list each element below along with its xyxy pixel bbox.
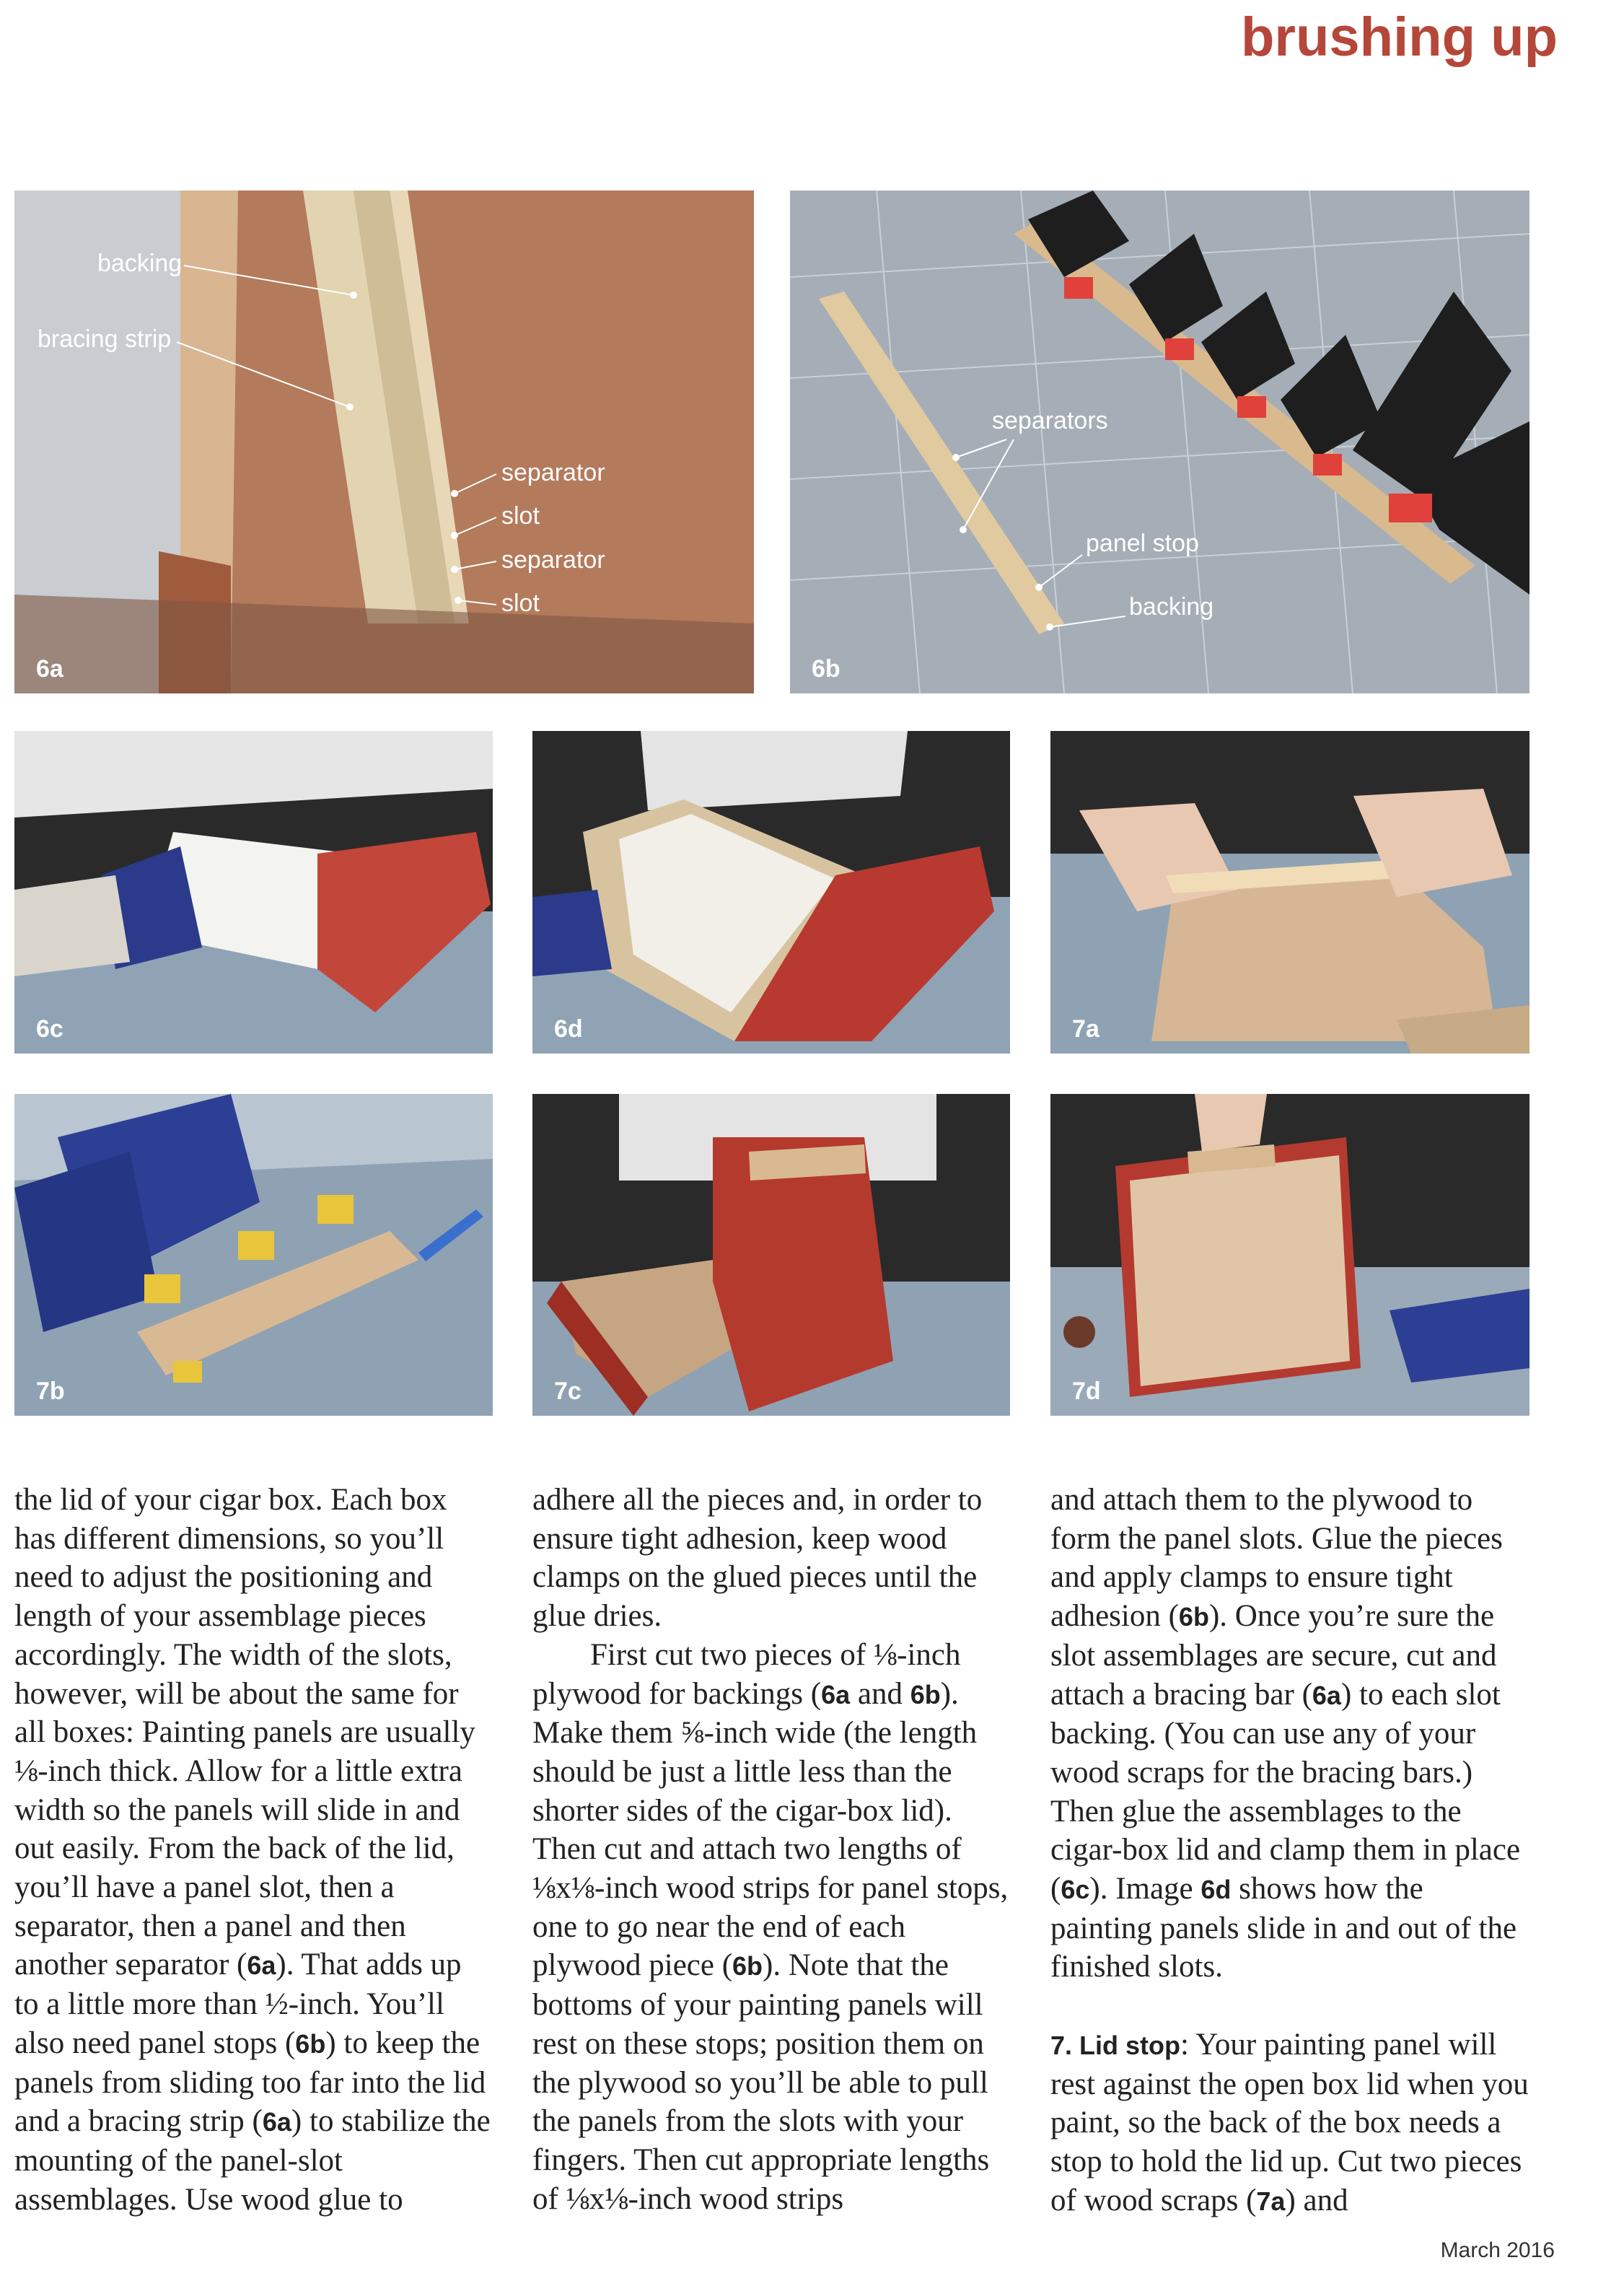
photo-6c — [14, 731, 493, 1054]
section-header: brushing up — [1240, 6, 1558, 68]
callout-backing: backing — [97, 250, 183, 277]
ref-6a: 6a — [821, 1679, 851, 1709]
col1-text-2: ). That adds up to a little more than ½-inch. You’ll also need panel stops ( — [14, 1948, 462, 2060]
photo-7a-image — [1050, 731, 1529, 1054]
ref-6b: 6b — [732, 1951, 763, 1981]
col3-text-1: and attach them to the plywood to form the panel slots. Glue the pieces and apply clamps to ensure tight adhesion ( — [1050, 1483, 1503, 1634]
col3-text-6: : Your painting panel will rest against the open box lid when you paint, so the back of the box needs a stop to hold the lid up. Cut two pieces of wood scraps ( — [1050, 2027, 1529, 2217]
callout-slot-2: slot — [501, 590, 540, 617]
callout-separator-2: separator — [501, 546, 605, 574]
column-2-paragraph-2 — [532, 1636, 1009, 2219]
photo-7c-image — [532, 1094, 1010, 1416]
callout-separators: separators — [992, 407, 1108, 434]
lid-stop-heading: 7. Lid stop — [1050, 2030, 1180, 2060]
col2-text-3: ). Make them ⅝-inch wide (the length should be just a little less than the shorter sides of the cigar-box lid). Then cut and attach two lengths of ⅛x⅛-inch wood strips for panel stops, one to go near the end of each plywood piece ( — [532, 1676, 1009, 1983]
photo-6a-leader-lines — [14, 190, 754, 693]
ref-6b: 6b — [1178, 1602, 1209, 1632]
ref-6a: 6a — [262, 2107, 291, 2137]
ref-6b: 6b — [295, 2028, 326, 2059]
photo-label-7c: 7c — [554, 1378, 581, 1405]
col2-text-2: and — [850, 1676, 910, 1711]
ref-6a: 6a — [1312, 1680, 1341, 1710]
photo-7c — [532, 1094, 1010, 1416]
photo-6b-leader-lines — [790, 190, 1529, 693]
col2-text-4: ). Note that the bottoms of your painting panels will rest on these stops; position them on the plywood so you’ll be able to pull the panels from the slots with your fingers. Then cut appropriate lengths of ⅛x⅛-inch wood strips — [532, 1948, 990, 2216]
photo-label-6d: 6d — [554, 1015, 583, 1043]
col3-text-3: ) to each slot backing. (You can use any of your wood scraps for the bracing bars.) Then glue the assemblages to the cigar-box lid and clamp them in place ( — [1050, 1677, 1521, 1906]
column-3-paragraph-1 — [1050, 1481, 1529, 1987]
col1-text-3: ) to keep the panels from sliding too far into the lid and a bracing strip ( — [14, 2025, 486, 2139]
ref-6c: 6c — [1061, 1875, 1090, 1905]
column-2-paragraph-1: adhere all the pieces and, in order to ensure tight adhesion, keep wood clamps on the glued pieces until the glue dries. — [532, 1483, 983, 1634]
ref-6a: 6a — [247, 1950, 276, 1981]
photo-6b — [790, 190, 1529, 693]
callout-slot-1: slot — [501, 502, 540, 530]
column-3-paragraph-2 — [1050, 2025, 1529, 2221]
col2-text-1: First cut two pieces of ⅛-inch plywood for backings ( — [532, 1637, 961, 1711]
paragraph-gap — [1050, 1987, 1529, 2025]
callout-separator-1: separator — [501, 459, 605, 486]
text-column-1 — [14, 1481, 491, 2219]
photo-label-7d: 7d — [1072, 1378, 1101, 1405]
photo-7d-image — [1050, 1094, 1529, 1416]
col3-text-5: shows how the painting panels slide in and out of the finished slots. — [1050, 1872, 1517, 1984]
col1-text-1: the lid of your cigar box. Each box has different dimensions, so you’ll need to adjust the positioning and length of your assemblage pieces accordingly. The width of the slots, however, will be about the same for all boxes: Painting panels are usually ⅛-inch thick. Allow for a little extra width so the panels will slide in and out easily. From the back of the lid, you’ll have a panel slot, then a separator, then a panel and then another separator ( — [14, 1483, 475, 1982]
photo-label-6b: 6b — [812, 655, 840, 683]
photo-label-7a: 7a — [1072, 1015, 1100, 1043]
callout-backing-6b: backing — [1129, 593, 1214, 621]
photo-6c-image — [14, 731, 493, 1054]
photo-label-6c: 6c — [36, 1015, 63, 1043]
issue-date: March 2016 — [1440, 2238, 1555, 2262]
callout-bracing-strip: bracing strip — [38, 325, 172, 353]
photo-7a — [1050, 731, 1529, 1054]
photo-label-7b: 7b — [36, 1378, 65, 1405]
photo-7b-image — [14, 1094, 493, 1416]
photo-label-6a: 6a — [36, 655, 63, 683]
photo-6d — [532, 731, 1010, 1054]
photo-7b — [14, 1094, 493, 1416]
text-column-3 — [1050, 1481, 1529, 2220]
col3-text-7: ) and — [1285, 2183, 1348, 2217]
col1-text-4: ) to stabilize the mounting of the panel-slot assemblages. Use wood glue to — [14, 2104, 491, 2217]
photo-7d — [1050, 1094, 1529, 1416]
ref-6b: 6b — [910, 1679, 941, 1709]
text-column-2 — [532, 1481, 1009, 2218]
column-1-paragraph — [14, 1481, 491, 2219]
photo-6d-image — [532, 731, 1010, 1054]
col3-text-4: ). Image — [1089, 1872, 1201, 1906]
photo-6a — [14, 190, 754, 693]
col3-text-2: ). Once you’re sure the slot assemblages are secure, cut and attach a bracing bar ( — [1050, 1599, 1497, 1712]
ref-6d: 6d — [1201, 1875, 1232, 1905]
ref-7a: 7a — [1256, 2186, 1286, 2216]
callout-panel-stop: panel stop — [1086, 530, 1199, 557]
